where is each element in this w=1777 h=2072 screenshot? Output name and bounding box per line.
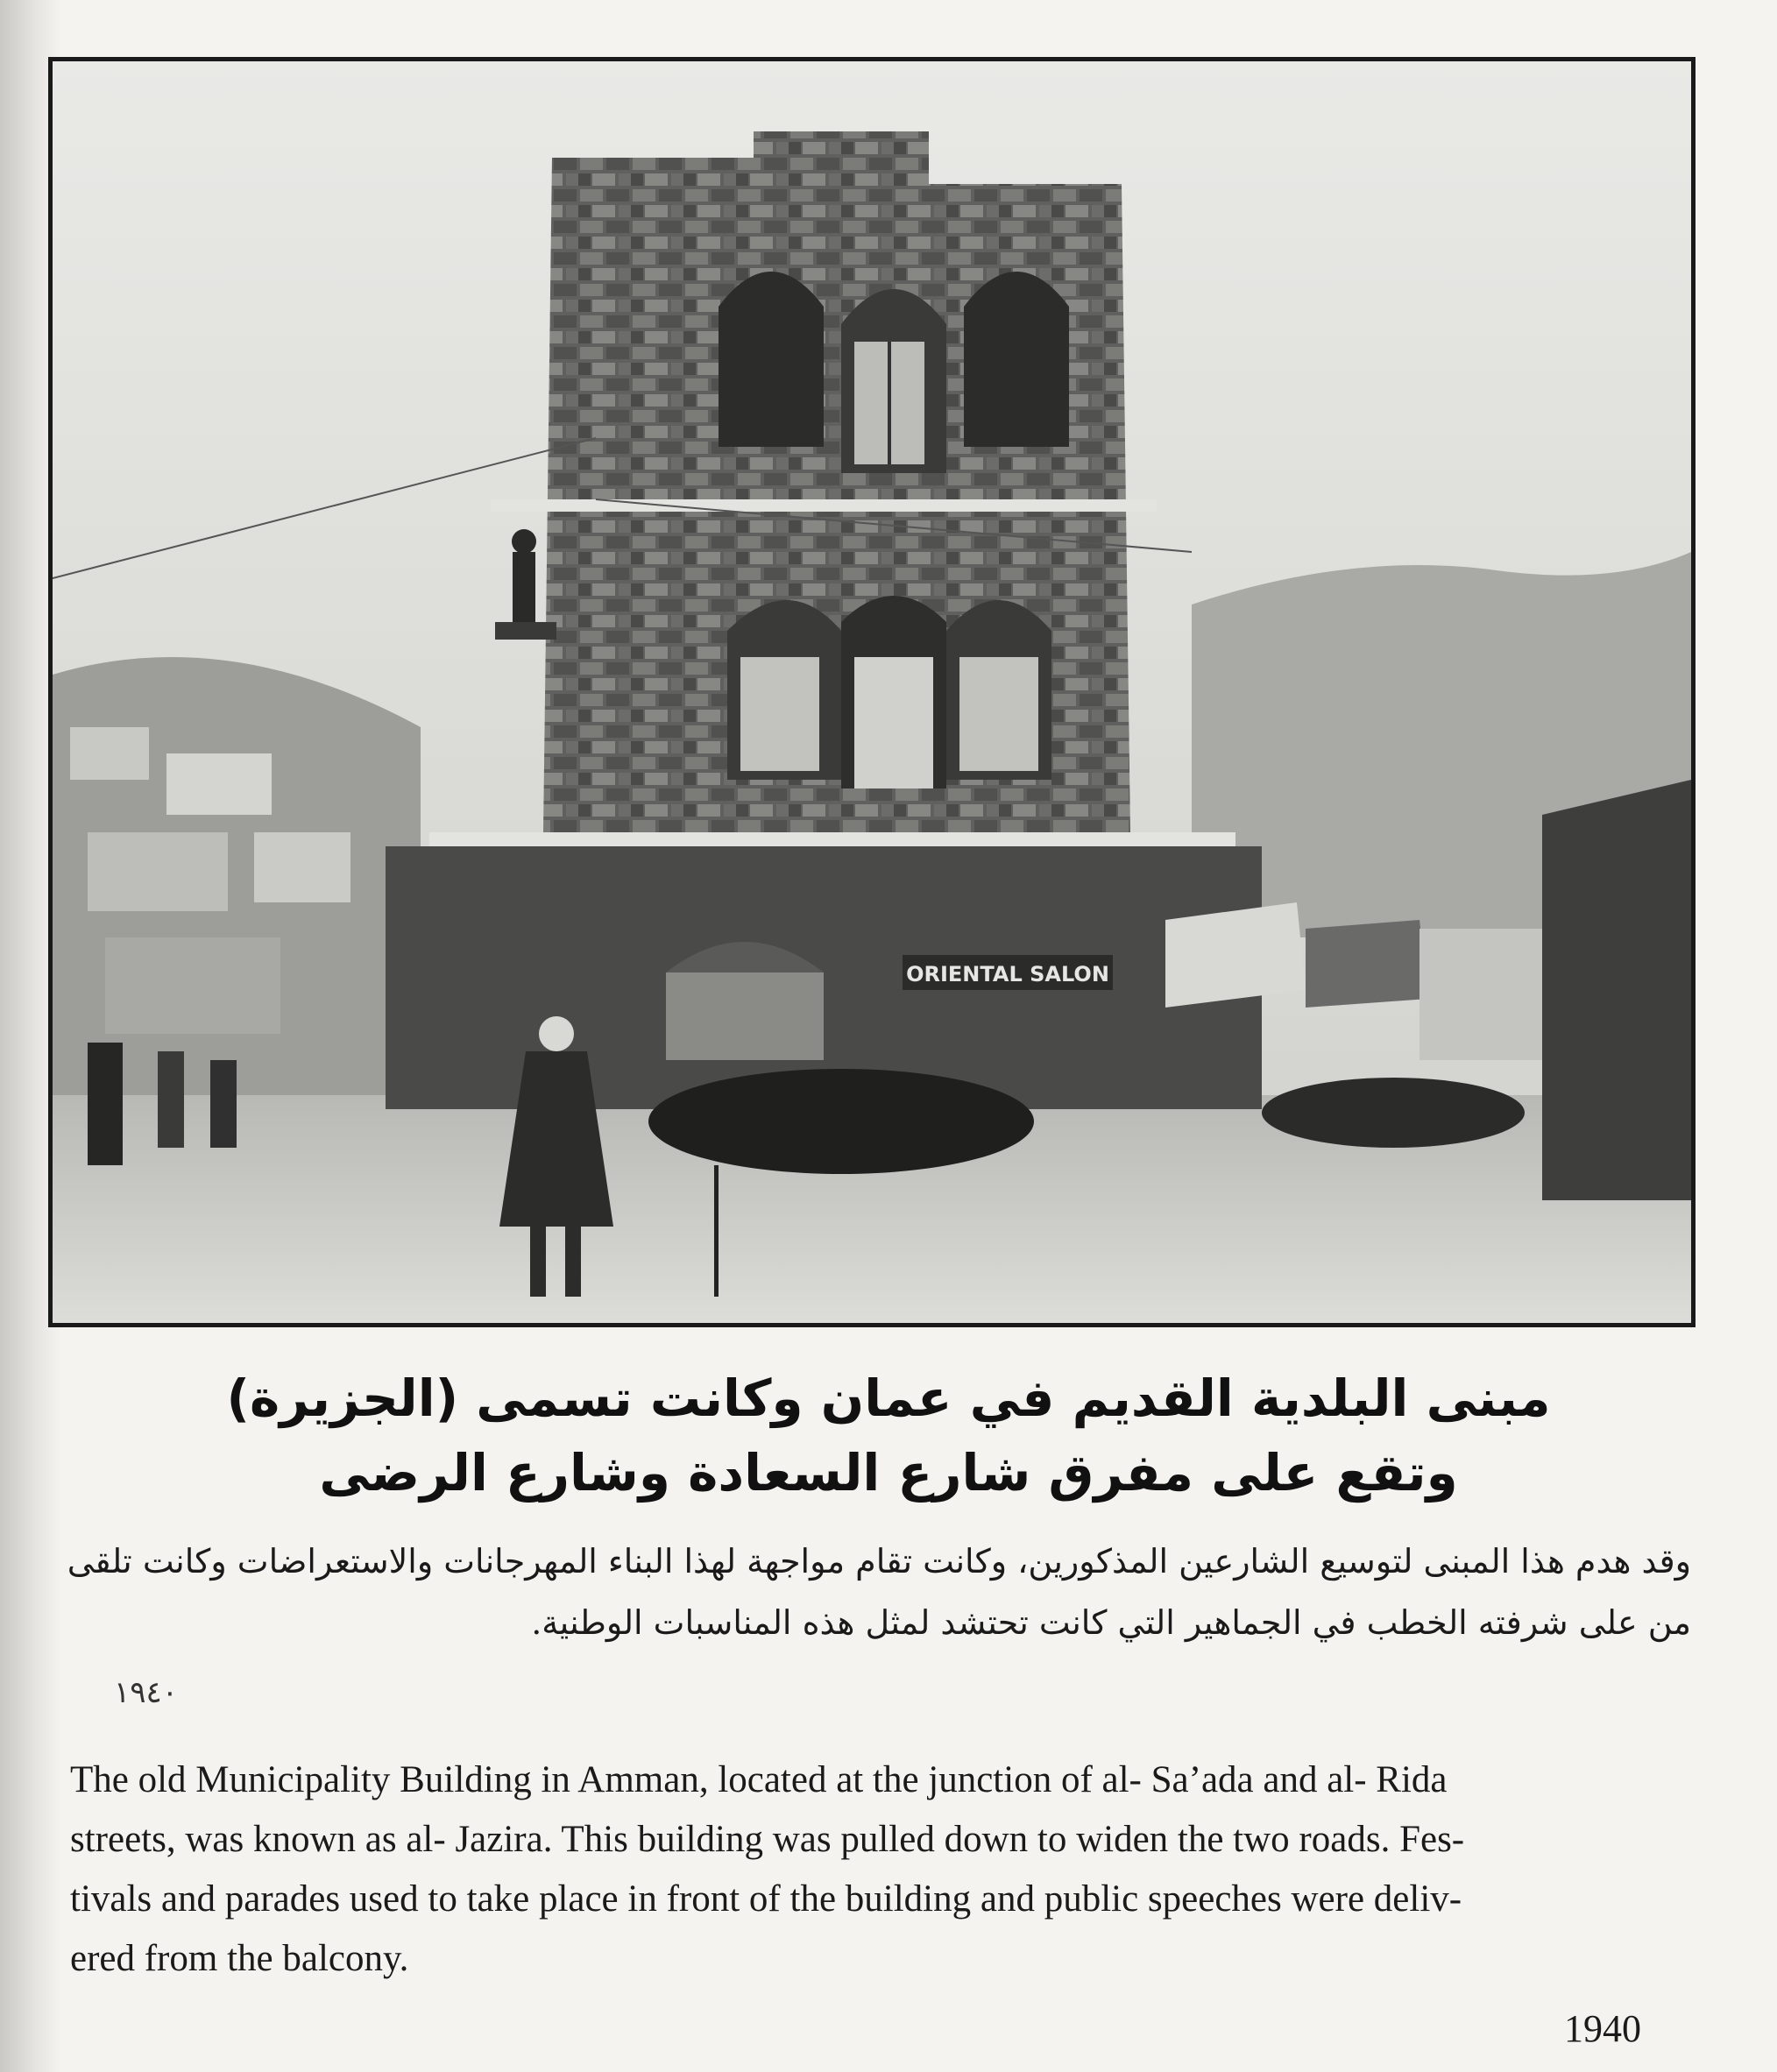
english-caption-line-4: ered from the balcony. [70,1938,409,1979]
english-caption-line-1: The old Municipality Building in Amman, located at the junction of al- Sa’ada and al- Rida [70,1759,1448,1800]
arabic-year-label: ١٩٤٠ [114,1675,179,1710]
oriental-salon-sign: ORIENTAL SALON [906,962,1109,986]
arabic-caption-title-line-2: وتقع على مفرق شارع السعادة وشارع الرضى [319,1443,1458,1503]
arabic-caption-body-line-1: وقد هدم هذا المبنى لتوسيع الشارعين المذكورين، وكانت تقام مواجهة لهذا البناء المهرجانات والاستعراضات وكانت تلقى [67,1542,1691,1581]
arabic-caption-title-line-1: مبنى البلدية القديم في عمان وكانت تسمى (الجزيرة) [226,1368,1551,1428]
english-caption-line-3: tivals and parades used to take place in front of the building and public speeches were deliv- [70,1878,1462,1920]
arabic-caption-body-line-2: من على شرفته الخطب في الجماهير التي كانت تحتشد لمثل هذه المناسبات الوطنية. [531,1603,1691,1642]
photo-illustration [53,61,1691,1323]
english-year-label: 1940 [1564,2007,1641,2050]
historical-photograph [48,57,1696,1327]
english-caption-line-2: streets, was known as al- Jazira. This building was pulled down to widen the two roads. Fes- [70,1819,1465,1860]
